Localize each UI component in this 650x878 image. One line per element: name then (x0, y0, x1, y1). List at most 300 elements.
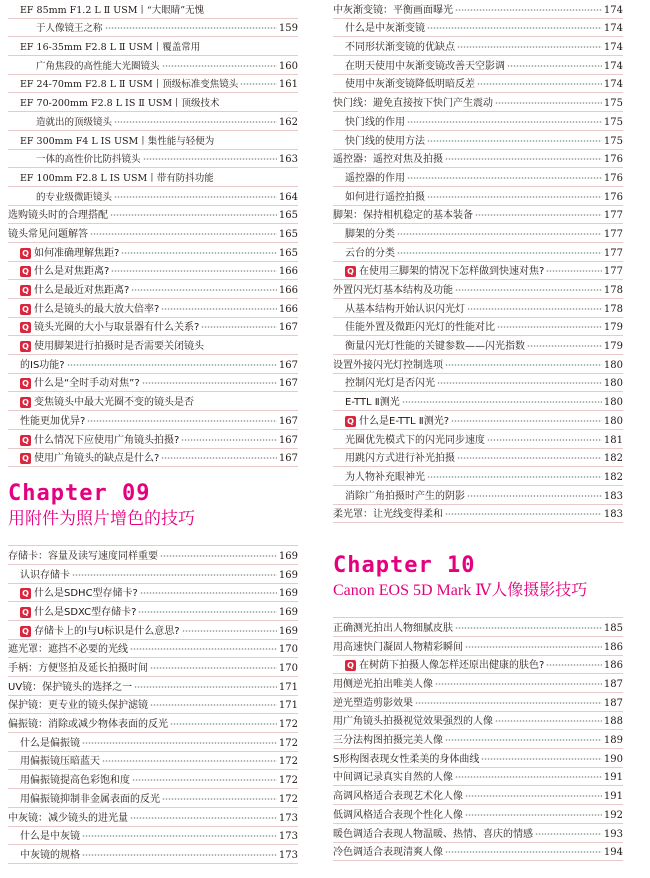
toc-page-number: 169 (278, 625, 298, 637)
toc-entry-title: 从基本结构开始认识闪光灯 (345, 303, 465, 315)
dot-leader (161, 306, 277, 312)
toc-entry (8, 56, 298, 75)
dot-leader (105, 25, 277, 31)
toc-entry-title: 的IS功能? (20, 359, 65, 371)
dot-leader (427, 474, 602, 480)
toc-entry-title: 中灰镜：减少镜头的进光量 (8, 812, 128, 824)
dot-leader (451, 418, 602, 424)
toc-page-number: 176 (603, 154, 623, 166)
toc-question-entry (8, 449, 298, 468)
dot-leader (67, 362, 277, 368)
toc-entry-title: 如何进行遥控拍摄 (345, 191, 425, 203)
toc-page-number: 189 (603, 735, 623, 747)
toc-page-number: 165 (278, 228, 298, 240)
dot-leader (161, 455, 277, 461)
chapter-10-title: Canon EOS 5D Mark Ⅳ人像摄影技巧 (333, 582, 588, 600)
toc-question-entry (8, 392, 298, 411)
toc-entries-left-bottom (8, 545, 298, 864)
toc-entry (333, 749, 623, 768)
toc-entry (333, 486, 623, 505)
dot-leader (457, 44, 602, 50)
dot-leader (240, 81, 277, 87)
toc-page-number: 180 (603, 359, 623, 371)
dot-leader (82, 740, 277, 746)
toc-page-number: 169 (278, 588, 298, 600)
toc-entry-title: 冷色调适合表现清爽人像 (333, 847, 443, 859)
dot-leader (427, 138, 602, 144)
toc-page-number: 182 (603, 453, 623, 465)
toc-page-number: 171 (278, 700, 298, 712)
toc-entry (8, 845, 298, 864)
question-icon: Q (20, 248, 31, 259)
toc-question-entry (8, 243, 298, 262)
dot-leader (150, 702, 277, 708)
toc-question-entry (333, 656, 623, 675)
toc-page-number: 176 (603, 172, 623, 184)
dot-leader (201, 324, 277, 330)
dot-leader (445, 737, 602, 743)
toc-entry-title: 逆光塑造剪影效果 (333, 697, 413, 709)
toc-entry-title: 为人物补充眼神光 (345, 471, 425, 483)
toc-entry (333, 730, 623, 749)
toc-entry (333, 336, 623, 355)
toc-entry (333, 224, 623, 243)
toc-entry-title: 变焦镜头中最大光圈不变的镜头是否 (34, 397, 194, 409)
toc-entry (333, 19, 623, 38)
toc-entry (8, 355, 298, 374)
toc-entry-title: 用侧逆光拍出唯美人像 (333, 679, 433, 690)
toc-entry (8, 640, 298, 659)
toc-entry-title: 什么是SDHC型存储卡? (34, 588, 138, 600)
dot-leader (160, 553, 277, 559)
toc-page-number: 165 (278, 210, 298, 222)
toc-entry (333, 355, 623, 374)
toc-entry (333, 206, 623, 225)
toc-entry-title: EF 100mm F2.8 L IS USM丨带有防抖功能 (20, 172, 214, 184)
toc-entry-title: 广角焦段的高性能大光圈镜头 (36, 60, 160, 72)
toc-entry-title: 快门线的作用 (345, 116, 405, 128)
dot-leader (445, 156, 602, 162)
toc-page-number: 166 (278, 303, 298, 315)
toc-page-number: 188 (603, 716, 623, 728)
dot-leader (415, 700, 602, 706)
toc-entry (8, 827, 298, 846)
dot-leader (162, 796, 277, 802)
toc-entry (8, 37, 298, 56)
toc-entry (8, 112, 298, 131)
toc-entry-title: 遮光罩：遮挡不必要的光线 (8, 644, 128, 656)
dot-leader (455, 7, 602, 13)
toc-page-number: 167 (278, 378, 298, 390)
toc-page-number: 171 (278, 681, 298, 693)
toc-page-number: 172 (278, 793, 298, 805)
toc-page-number: 177 (603, 247, 623, 259)
dot-leader (121, 250, 277, 256)
toc-entry-title: EF 70-200mm F2.8 L IS Ⅱ USM丨顶级技术 (20, 98, 220, 110)
toc-question-entry (8, 262, 298, 281)
dot-leader (131, 287, 277, 293)
toc-entry-title: 什么是中灰渐变镜 (345, 23, 425, 35)
toc-entry (8, 770, 298, 789)
toc-entry-title: S形构图表现女性柔美的身体曲线 (333, 753, 480, 765)
toc-page-number: 191 (603, 791, 623, 803)
toc-entry (333, 243, 623, 262)
toc-question-entry (333, 411, 623, 430)
toc-entry (333, 187, 623, 206)
toc-entry (333, 280, 623, 299)
toc-entry-title: 什么是对焦距离? (34, 266, 110, 278)
toc-entry-title: 什么是偏振镜 (20, 737, 80, 749)
toc-entry (333, 168, 623, 187)
toc-entry-title: 使用中灰渐变镜降低明暗反差 (345, 79, 475, 91)
toc-entry-title: 用偏振镜压暗蓝天 (20, 756, 100, 768)
toc-page-number: 167 (278, 359, 298, 371)
toc-entry-title: 在使用三脚架的情况下怎样做到快速对焦? (359, 266, 545, 278)
toc-entry (8, 752, 298, 771)
toc-entry-title: 的专业级微距镜头 (36, 191, 113, 203)
toc-entry-title: E-TTL Ⅱ测光 (345, 397, 400, 409)
dot-leader (397, 250, 602, 256)
toc-entry-title: 光圈优先模式下的闪光同步速度 (345, 434, 485, 446)
dot-leader (445, 362, 602, 368)
toc-entry (8, 150, 298, 169)
toc-page-number: 170 (278, 663, 298, 674)
dot-leader (111, 268, 277, 274)
toc-page-number: 170 (278, 644, 298, 656)
dot-leader (455, 774, 602, 780)
toc-page-number: 175 (603, 98, 623, 110)
toc-entry-title: 什么是最近对焦距离? (34, 285, 130, 296)
toc-page-number: 175 (603, 116, 623, 128)
toc-question-entry (8, 430, 298, 449)
question-icon: Q (20, 626, 31, 637)
toc-page-number: 176 (603, 191, 623, 203)
toc-entry (8, 546, 298, 565)
dot-leader (140, 590, 277, 596)
toc-page-number: 193 (603, 828, 623, 840)
dot-leader (445, 849, 602, 855)
toc-entry-title: 一体的高性价比防抖镜头 (36, 154, 141, 166)
toc-question-entry (333, 262, 623, 281)
toc-page-number: 169 (278, 569, 298, 581)
question-icon: Q (20, 397, 31, 408)
question-icon: Q (20, 266, 31, 277)
toc-entry-title: 用广角镜头拍摄视觉效果强烈的人像 (333, 716, 493, 728)
dot-leader (465, 644, 602, 650)
dot-leader (162, 63, 277, 69)
toc-entry-title: 云台的分类 (345, 247, 395, 259)
toc-entry-title: 低调风格适合表现个性化人像 (333, 809, 463, 821)
toc-page-number: 190 (603, 753, 623, 765)
toc-page-number: 192 (603, 809, 623, 821)
toc-entry (333, 768, 623, 787)
toc-entry (333, 93, 623, 112)
toc-entry-title: 中灰镜的规格 (20, 849, 80, 861)
toc-page-number: 169 (278, 606, 298, 618)
dot-leader (130, 646, 277, 652)
toc-entry-title: 造就出的顶级镜头 (36, 116, 113, 128)
toc-entry (333, 112, 623, 131)
toc-question-entry (8, 374, 298, 393)
toc-entry (333, 824, 623, 843)
toc-entry (8, 19, 298, 38)
toc-entry (333, 712, 623, 731)
toc-page-number: 173 (278, 812, 298, 824)
toc-entry (8, 168, 298, 187)
dot-leader (475, 212, 602, 218)
toc-page-number: 181 (603, 434, 623, 446)
toc-entry (333, 150, 623, 169)
dot-leader (90, 231, 277, 237)
toc-question-entry (8, 280, 298, 299)
question-icon: Q (20, 588, 31, 599)
toc-entry (333, 693, 623, 712)
dot-leader (397, 231, 602, 237)
toc-entry (8, 696, 298, 715)
toc-entry-title: 选购镜头时的合理搭配 (8, 210, 108, 222)
toc-entry-title: 用偏振镜抑制非金属表面的反光 (20, 793, 160, 805)
dot-leader (546, 268, 602, 274)
toc-entry-title: 佳能外置及微距闪光灯的性能对比 (345, 322, 495, 334)
toc-question-entry (8, 621, 298, 640)
toc-entry-title: 衡量闪光灯性能的关键参数——闪光指数 (345, 341, 525, 353)
spacer (333, 523, 623, 553)
toc-page-number: 174 (603, 79, 623, 91)
toc-entry (8, 789, 298, 808)
toc-page-number: 180 (603, 397, 623, 409)
toc-page-number: 180 (603, 415, 623, 427)
question-icon: Q (345, 660, 356, 671)
toc-page-number: 186 (603, 660, 623, 672)
toc-page-number: 174 (603, 60, 623, 72)
dot-leader (477, 81, 602, 87)
toc-page-number: 174 (603, 23, 623, 35)
toc-entry (8, 565, 298, 584)
dot-leader (82, 852, 277, 858)
toc-entry-title: 在树荫下拍摄人像怎样还原出健康的肤色? (359, 660, 545, 672)
dot-leader (402, 399, 602, 405)
dot-leader (150, 665, 277, 671)
toc-entry-title: EF 24-70mm F2.8 L Ⅱ USM丨顶级标准变焦镜头 (20, 79, 239, 91)
dot-leader (427, 25, 602, 31)
toc-page-number: 173 (278, 831, 298, 843)
toc-entry (8, 75, 298, 94)
toc-page-number: 166 (278, 266, 298, 278)
toc-left-column (8, 0, 298, 864)
toc-entry-title: 什么是E-TTL Ⅱ测光? (359, 415, 450, 427)
question-icon: Q (20, 435, 31, 446)
question-icon: Q (20, 453, 31, 464)
toc-entry (8, 93, 298, 112)
toc-page-number: 180 (603, 378, 623, 390)
toc-page-number: 178 (603, 303, 623, 315)
toc-entry (333, 430, 623, 449)
toc-entry-title: 什么是SDXC型存储卡? (34, 606, 137, 618)
dot-leader (134, 684, 277, 690)
dot-leader (110, 212, 277, 218)
question-icon: Q (20, 322, 31, 333)
toc-entry (8, 733, 298, 752)
question-icon: Q (20, 304, 31, 315)
toc-entry-title: 如何准确理解焦距? (34, 247, 120, 259)
dot-leader (87, 418, 277, 424)
toc-question-entry (8, 299, 298, 318)
toc-entry (333, 843, 623, 862)
dot-leader (507, 63, 602, 69)
toc-page-number: 187 (603, 697, 623, 709)
toc-entry-title: 存储卡：容量及读写速度同样重要 (8, 550, 158, 562)
toc-entry (333, 56, 623, 75)
toc-entry-title: 什么情况下应使用广角镜头拍摄? (34, 434, 180, 446)
toc-page-number: 175 (603, 135, 623, 147)
dot-leader (455, 625, 602, 631)
toc-entry-title: EF 85mm F1.2 L Ⅱ USM丨“大眼睛”无愧 (20, 4, 205, 16)
dot-leader (143, 156, 277, 162)
toc-question-entry (8, 336, 298, 355)
toc-page-number: 167 (278, 453, 298, 465)
toc-page-number: 185 (603, 622, 623, 634)
toc-entry-title: 不同形状渐变镜的优缺点 (345, 42, 455, 54)
question-icon: Q (20, 378, 31, 389)
toc-entry-title: 用偏振镜提高色彩饱和度 (20, 775, 130, 787)
dot-leader (467, 306, 602, 312)
toc-entry (333, 786, 623, 805)
spacer (8, 467, 298, 481)
toc-entry-title: 暖色调适合表现人物温暖、热情、喜庆的情感 (333, 828, 533, 840)
toc-page-number: 186 (603, 641, 623, 653)
dot-leader (130, 815, 277, 821)
toc-entry-title: 用跳闪方式进行补光拍摄 (345, 453, 455, 465)
toc-page-number: 191 (603, 772, 623, 784)
dot-leader (132, 777, 277, 783)
dot-leader (495, 100, 602, 106)
toc-page-number: 183 (603, 490, 623, 502)
dot-leader (138, 609, 276, 615)
toc-entry-title: 使用广角镜头的缺点是什么? (34, 453, 160, 465)
toc-entry (333, 449, 623, 468)
toc-entry-title: 镜头常见问题解答 (8, 228, 88, 240)
toc-page-number: 172 (278, 756, 298, 768)
dot-leader (527, 343, 602, 349)
toc-entry-title: 保护镜：更专业的镜头保护滤镜 (8, 700, 148, 712)
toc-entry (8, 206, 298, 225)
toc-entry-title: EF 16-35mm F2.8 L Ⅱ USM丨覆盖常用 (20, 42, 201, 54)
dot-leader (102, 758, 277, 764)
toc-entry-title: 什么是“全时手动对焦”? (34, 378, 140, 390)
toc-page-number: 174 (603, 4, 623, 16)
chapter-10-label: Chapter 10 (333, 553, 476, 579)
dot-leader (142, 380, 277, 386)
toc-entry (333, 805, 623, 824)
toc-page-number: 161 (278, 79, 298, 91)
toc-entry-title: 镜头光圈的大小与取景器有什么关系? (34, 322, 200, 334)
toc-page-number: 166 (278, 285, 298, 296)
dot-leader (497, 324, 602, 330)
toc-entry-title: 什么是中灰镜 (20, 831, 80, 843)
toc-entry (333, 318, 623, 337)
toc-page-number: 179 (603, 322, 623, 334)
toc-entry (333, 37, 623, 56)
dot-leader (427, 194, 602, 200)
toc-page-number: 169 (278, 550, 298, 562)
toc-entry (333, 674, 623, 693)
dot-leader (181, 437, 277, 443)
toc-entry (333, 467, 623, 486)
question-icon: Q (20, 341, 31, 352)
toc-page-number: 163 (278, 154, 298, 166)
toc-entry (8, 0, 298, 19)
dot-leader (435, 681, 602, 687)
toc-page-number: 177 (603, 266, 623, 278)
dot-leader (481, 756, 602, 762)
spacer (8, 531, 298, 545)
dot-leader (114, 119, 277, 125)
toc-entry (333, 637, 623, 656)
toc-entry-title: 使用脚架进行拍摄时是否需要关闭镜头 (34, 341, 204, 353)
toc-entry-title: 脚架的分类 (345, 228, 395, 240)
toc-entry-title: 性能更加优异? (20, 415, 86, 427)
dot-leader (114, 194, 277, 200)
toc-entries-right-bottom (333, 617, 623, 861)
toc-entry (8, 714, 298, 733)
toc-entry (8, 131, 298, 150)
toc-page-number: 167 (278, 322, 298, 334)
toc-entry-title: 外置闪光灯基本结构及功能 (333, 285, 453, 296)
dot-leader (455, 287, 602, 293)
toc-question-entry (8, 318, 298, 337)
toc-entries-right-top (333, 0, 623, 523)
toc-page-number: 172 (278, 737, 298, 749)
toc-entry-title: EF 300mm F4 L IS USM丨集性能与轻便为 (20, 135, 215, 147)
toc-entry-title: 遥控器：遥控对焦及拍摄 (333, 154, 443, 166)
toc-page-number: 183 (603, 509, 623, 521)
toc-entry-title: 快门线：避免直接按下快门产生震动 (333, 98, 493, 110)
dot-leader (82, 833, 277, 839)
toc-entry-title: 用高速快门凝固人物精彩瞬间 (333, 641, 463, 653)
toc-page-number: 173 (278, 849, 298, 861)
toc-entry-title: 正确测光拍出人物细腻皮肤 (333, 622, 453, 634)
question-icon: Q (20, 285, 31, 296)
toc-page-number: 178 (603, 285, 623, 296)
toc-entry-title: 控制闪光灯是否闪光 (345, 378, 435, 390)
toc-entry-title: 消除广角拍摄时产生的阴影 (345, 490, 465, 502)
toc-page-number: 177 (603, 210, 623, 222)
toc-entry (8, 677, 298, 696)
toc-entry (333, 374, 623, 393)
dot-leader (465, 793, 602, 799)
toc-page-number: 182 (603, 471, 623, 483)
toc-page-number: 165 (278, 247, 298, 259)
dot-leader (182, 628, 277, 634)
toc-entry (8, 658, 298, 677)
question-icon: Q (345, 266, 356, 277)
toc-entry-title: 偏振镜：消除或减少物体表面的反光 (8, 719, 168, 731)
dot-leader (407, 119, 602, 125)
toc-entry (333, 75, 623, 94)
toc-page-number: 159 (278, 23, 298, 35)
dot-leader (457, 455, 602, 461)
dot-leader (437, 380, 602, 386)
toc-page-number: 177 (603, 228, 623, 240)
toc-page-number: 167 (278, 434, 298, 446)
dot-leader (546, 662, 602, 668)
spacer (333, 603, 623, 617)
toc-entry (333, 0, 623, 19)
toc-entry-title: 手柄：方便竖拍及延长拍摄时间 (8, 663, 148, 674)
question-icon: Q (20, 607, 31, 618)
toc-entry-title: 设置外接闪光灯控制选项 (333, 359, 443, 371)
toc-entries-left-top (8, 0, 298, 467)
